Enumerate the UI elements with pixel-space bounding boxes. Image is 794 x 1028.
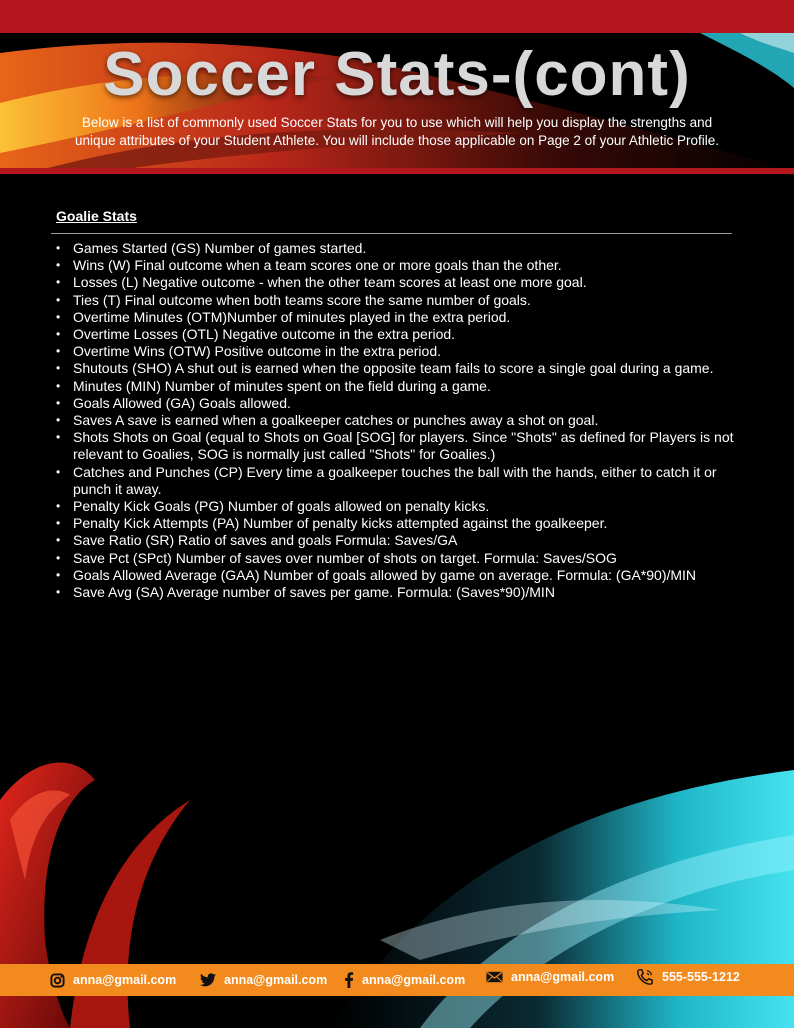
stat-save-ratio: • Save Ratio (SR) Ratio of saves and goals Formula: Saves/GA <box>56 532 458 549</box>
stat-games-started: • Games Started (GS) Number of games started. <box>56 240 367 256</box>
bullet-icon: • <box>56 241 61 255</box>
bullet-icon: • <box>56 327 61 342</box>
section-divider <box>51 233 732 234</box>
bullet-icon: • <box>56 413 61 428</box>
stat-ties: • Ties (T) Final outcome when both teams score the same number of goals. <box>56 291 531 308</box>
page-subtitle: Below is a list of commonly used Soccer Stats for you to use which will help you display the strengths and unique attributes of your Student Athlete. You will include those applicable on Page 2 of your Athletic Profile. <box>75 115 719 148</box>
twitter-icon <box>200 973 216 987</box>
stat-shots: • Shots Shots on Goal (equal to Shots on Goal [SOG] for players. Since "Shots" as defined for Players is not relevant to Goalies, SOG is normally just called "Shots" for Goalies.) <box>56 429 734 463</box>
section-heading-goalie-stats: Goalie Stats <box>56 208 137 224</box>
bullet-icon: • <box>56 550 61 565</box>
stat-minutes: • Minutes (MIN) Number of minutes spent on the field during a game. <box>56 377 491 394</box>
footer-phone[interactable] <box>636 961 740 993</box>
bullet-icon: • <box>56 395 61 410</box>
instagram-handle: anna@gmail.com <box>73 973 177 987</box>
footer-email[interactable] <box>486 961 614 993</box>
top-red-band <box>0 0 794 33</box>
bullet-icon: • <box>56 499 61 514</box>
twitter-handle: anna@gmail.com <box>224 973 328 987</box>
bullet-icon: • <box>56 430 61 445</box>
phone-icon <box>636 968 654 986</box>
stat-wins: • Wins (W) Final outcome when a team scores one or more goals than the other. <box>56 257 562 274</box>
bullet-icon: • <box>56 309 61 324</box>
footer-instagram[interactable] <box>50 964 176 996</box>
mail-icon <box>486 971 503 983</box>
email-address: anna@gmail.com <box>511 970 615 984</box>
stat-catches-punches: • Catches and Punches (CP) Every time a goalkeeper touches the ball with the hands, either to catch it or punch it away. <box>56 463 717 497</box>
goalie-stats-list <box>56 240 736 601</box>
stat-losses: • Losses (L) Negative outcome - when the other team scores at least one more goal. <box>56 274 587 291</box>
stat-shutouts: • Shutouts (SHO) A shut out is earned when the opposite team fails to score a single goal during a game. <box>56 360 714 377</box>
stat-penalty-kick-goals: • Penalty Kick Goals (PG) Number of goals allowed on penalty kicks. <box>56 498 490 515</box>
stat-save-avg: • Save Avg (SA) Average number of saves per game. Formula: (Saves*90)/MIN <box>56 584 555 601</box>
stat-saves: • Saves A save is earned when a goalkeeper catches or punches away a shot on goal. <box>56 412 599 429</box>
footer-contact-bar <box>0 964 794 996</box>
bullet-icon: • <box>56 361 61 376</box>
facebook-handle: anna@gmail.com <box>362 973 466 987</box>
bullet-icon: • <box>56 516 61 531</box>
stat-penalty-kick-attempts: • Penalty Kick Attempts (PA) Number of penalty kicks attempted against the goalkeeper. <box>56 515 608 532</box>
stat-goals-allowed-average: • Goals Allowed Average (GAA) Number of goals allowed by game on average. Formula: (GA*90)/MIN <box>56 566 697 583</box>
page-title: Soccer Stats-(cont) <box>103 40 691 109</box>
bullet-icon: • <box>56 378 61 393</box>
bullet-icon: • <box>56 258 61 273</box>
stat-overtime-wins: • Overtime Wins (OTW) Positive outcome in the extra period. <box>56 343 441 360</box>
bullet-icon: • <box>56 533 61 548</box>
bullet-icon: • <box>56 567 61 582</box>
footer-twitter[interactable] <box>200 964 327 996</box>
stat-save-pct: • Save Pct (SPct) Number of saves over number of shots on target. Formula: Saves/SOG <box>56 549 617 566</box>
stat-overtime-losses: • Overtime Losses (OTL) Negative outcome in the extra period. <box>56 326 456 343</box>
footer-facebook[interactable] <box>344 964 465 996</box>
phone-number: 555-555-1212 <box>662 970 740 984</box>
stat-overtime-minutes: • Overtime Minutes (OTM)Number of minutes played in the extra period. <box>56 308 511 325</box>
bullet-icon: • <box>56 585 61 600</box>
bullet-icon: • <box>56 344 61 359</box>
bullet-icon: • <box>56 292 61 307</box>
instagram-icon <box>50 973 65 988</box>
stat-goals-allowed: • Goals Allowed (GA) Goals allowed. <box>56 394 291 411</box>
bullet-icon: • <box>56 275 61 290</box>
facebook-icon <box>344 972 354 988</box>
bullet-icon: • <box>56 464 61 479</box>
header-red-line <box>0 168 794 174</box>
